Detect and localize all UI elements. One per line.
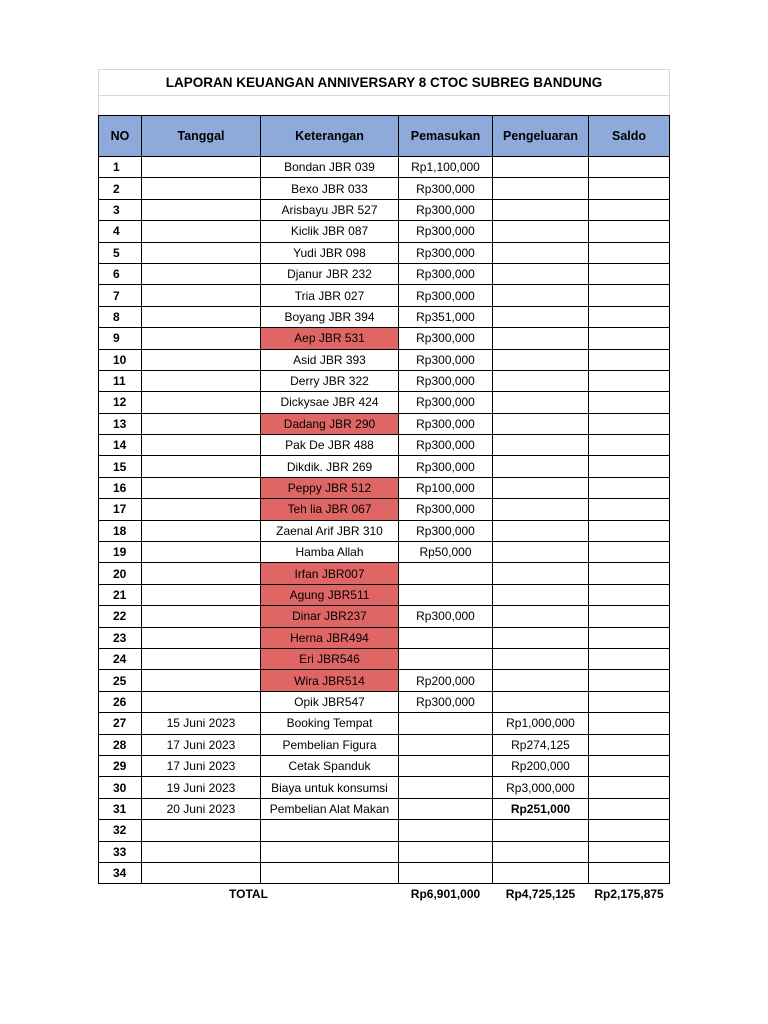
total-pemasukan: Rp6,901,000 [410,887,481,902]
row-no-cell: 7 [99,285,142,306]
row-tanggal-cell: 17 Juni 2023 [142,755,261,776]
row-saldo-cell [589,734,670,755]
table-row [99,734,670,755]
row-saldo-cell [589,841,670,862]
table-row [99,755,670,776]
row-saldo-cell [589,199,670,220]
table-row [99,499,670,520]
report-title: LAPORAN KEUANGAN ANNIVERSARY 8 CTOC SUBREG BANDUNG [99,70,670,96]
row-pengeluaran-cell [493,670,589,691]
row-pengeluaran-cell: Rp274,125 [493,734,589,755]
row-tanggal-cell: 19 Juni 2023 [142,777,261,798]
row-pengeluaran-cell [493,563,589,584]
row-pemasukan-cell [399,584,493,605]
row-saldo-cell [589,221,670,242]
row-pengeluaran-cell [493,392,589,413]
row-no-cell: 32 [99,820,142,841]
table-row [99,477,670,498]
table-row [99,263,670,284]
row-keterangan-cell: Asid JBR 393 [261,349,399,370]
row-keterangan-cell: Kiclik JBR 087 [261,221,399,242]
row-no-cell: 3 [99,199,142,220]
row-no-cell: 10 [99,349,142,370]
header-tanggal: Tanggal [142,116,261,157]
row-no-cell: 14 [99,435,142,456]
row-tanggal-cell [142,349,261,370]
row-pengeluaran-cell [493,199,589,220]
row-tanggal-cell [142,627,261,648]
table-row [99,691,670,712]
row-saldo-cell [589,563,670,584]
row-saldo-cell [589,820,670,841]
total-label: TOTAL [229,887,268,902]
table-row [99,328,670,349]
table-row [99,285,670,306]
row-tanggal-cell: 20 Juni 2023 [142,798,261,819]
row-keterangan-cell: Arisbayu JBR 527 [261,199,399,220]
row-tanggal-cell [142,392,261,413]
row-keterangan-cell: Aep JBR 531 [261,328,399,349]
row-keterangan-cell [261,841,399,862]
row-keterangan-cell: Yudi JBR 098 [261,242,399,263]
row-no-cell: 5 [99,242,142,263]
row-no-cell: 1 [99,157,142,178]
table-row [99,349,670,370]
row-keterangan-cell: Dickysae JBR 424 [261,392,399,413]
row-tanggal-cell [142,413,261,434]
row-no-cell: 28 [99,734,142,755]
table-row [99,542,670,563]
table-row [99,841,670,862]
table-row [99,221,670,242]
row-pengeluaran-cell [493,456,589,477]
table-row [99,798,670,819]
row-pengeluaran-cell [493,520,589,541]
row-pemasukan-cell: Rp300,000 [399,263,493,284]
row-tanggal-cell [142,691,261,712]
table-body [99,157,670,884]
row-saldo-cell [589,477,670,498]
table-row [99,820,670,841]
row-no-cell: 20 [99,563,142,584]
row-keterangan-cell: Zaenal Arif JBR 310 [261,520,399,541]
row-no-cell: 26 [99,691,142,712]
row-no-cell: 2 [99,178,142,199]
row-pemasukan-cell: Rp50,000 [399,542,493,563]
row-pengeluaran-cell [493,862,589,883]
header-no: NO [99,116,142,157]
table-row [99,606,670,627]
row-pengeluaran-cell [493,370,589,391]
row-tanggal-cell [142,499,261,520]
row-pengeluaran-cell [493,584,589,605]
row-no-cell: 12 [99,392,142,413]
row-keterangan-cell: Boyang JBR 394 [261,306,399,327]
row-pemasukan-cell: Rp300,000 [399,178,493,199]
header-keterangan: Keterangan [261,116,399,157]
row-saldo-cell [589,435,670,456]
row-tanggal-cell [142,563,261,584]
row-pengeluaran-cell: Rp1,000,000 [493,713,589,734]
row-tanggal-cell [142,157,261,178]
table-row [99,627,670,648]
row-tanggal-cell [142,370,261,391]
row-pengeluaran-cell [493,178,589,199]
row-keterangan-cell: Djanur JBR 232 [261,263,399,284]
row-saldo-cell [589,627,670,648]
row-keterangan-cell: Peppy JBR 512 [261,477,399,498]
header-row [99,116,670,157]
row-pengeluaran-cell [493,648,589,669]
row-saldo-cell [589,520,670,541]
row-saldo-cell [589,584,670,605]
row-pemasukan-cell [399,627,493,648]
row-pemasukan-cell: Rp300,000 [399,392,493,413]
row-tanggal-cell [142,542,261,563]
row-no-cell: 17 [99,499,142,520]
row-keterangan-cell: Pembelian Alat Makan [261,798,399,819]
row-keterangan-cell: Cetak Spanduk [261,755,399,776]
row-saldo-cell [589,606,670,627]
row-keterangan-cell: Tria JBR 027 [261,285,399,306]
row-pengeluaran-cell [493,263,589,284]
row-pengeluaran-cell [493,349,589,370]
row-saldo-cell [589,263,670,284]
row-no-cell: 27 [99,713,142,734]
row-tanggal-cell [142,606,261,627]
row-keterangan-cell [261,820,399,841]
row-pengeluaran-cell: Rp3,000,000 [493,777,589,798]
total-pengeluaran: Rp4,725,125 [505,887,576,902]
row-tanggal-cell [142,820,261,841]
total-saldo: Rp2,175,875 [594,887,664,902]
row-pemasukan-cell: Rp300,000 [399,242,493,263]
table-row [99,713,670,734]
table-row [99,520,670,541]
table-row [99,413,670,434]
row-keterangan-cell: Biaya untuk konsumsi [261,777,399,798]
row-pemasukan-cell: Rp300,000 [399,520,493,541]
row-saldo-cell [589,499,670,520]
row-pemasukan-cell: Rp1,100,000 [399,157,493,178]
row-no-cell: 19 [99,542,142,563]
row-pengeluaran-cell [493,606,589,627]
row-no-cell: 33 [99,841,142,862]
row-pemasukan-cell [399,820,493,841]
header-pengeluaran: Pengeluaran [493,116,589,157]
total-row [99,884,670,905]
row-no-cell: 4 [99,221,142,242]
row-pengeluaran-cell: Rp200,000 [493,755,589,776]
row-saldo-cell [589,413,670,434]
row-keterangan-cell: Bondan JBR 039 [261,157,399,178]
table-row [99,306,670,327]
row-tanggal-cell [142,263,261,284]
row-pengeluaran-cell: Rp251,000 [493,798,589,819]
row-no-cell: 24 [99,648,142,669]
row-keterangan-cell: Eri JBR546 [261,648,399,669]
row-pemasukan-cell: Rp300,000 [399,691,493,712]
row-tanggal-cell [142,648,261,669]
row-tanggal-cell [142,178,261,199]
header-saldo: Saldo [589,116,670,157]
row-saldo-cell [589,798,670,819]
row-tanggal-cell: 15 Juni 2023 [142,713,261,734]
row-saldo-cell [589,178,670,199]
table-row [99,584,670,605]
header-pemasukan: Pemasukan [399,116,493,157]
row-saldo-cell [589,755,670,776]
row-pemasukan-cell: Rp300,000 [399,499,493,520]
row-pemasukan-cell: Rp300,000 [399,435,493,456]
row-tanggal-cell [142,435,261,456]
row-saldo-cell [589,370,670,391]
row-no-cell: 6 [99,263,142,284]
row-pemasukan-cell: Rp300,000 [399,285,493,306]
row-saldo-cell [589,777,670,798]
row-pengeluaran-cell [493,841,589,862]
row-pemasukan-cell [399,755,493,776]
row-keterangan-cell: Hamba Allah [261,542,399,563]
row-no-cell: 31 [99,798,142,819]
table-row [99,862,670,883]
row-saldo-cell [589,392,670,413]
row-tanggal-cell [142,221,261,242]
row-tanggal-cell [142,841,261,862]
row-pemasukan-cell: Rp300,000 [399,349,493,370]
row-pengeluaran-cell [493,285,589,306]
row-pemasukan-cell [399,713,493,734]
row-tanggal-cell [142,242,261,263]
row-no-cell: 23 [99,627,142,648]
row-pengeluaran-cell [493,542,589,563]
row-pemasukan-cell: Rp300,000 [399,606,493,627]
row-pengeluaran-cell [493,477,589,498]
row-tanggal-cell [142,862,261,883]
row-saldo-cell [589,157,670,178]
row-saldo-cell [589,542,670,563]
row-pemasukan-cell [399,734,493,755]
row-pemasukan-cell: Rp300,000 [399,370,493,391]
row-saldo-cell [589,670,670,691]
blank-spacer-row [99,96,670,116]
row-keterangan-cell: Irfan JBR007 [261,563,399,584]
row-pengeluaran-cell [493,691,589,712]
row-saldo-cell [589,285,670,306]
table-row [99,456,670,477]
row-keterangan-cell: Teh lia JBR 067 [261,499,399,520]
row-no-cell: 34 [99,862,142,883]
row-tanggal-cell [142,520,261,541]
row-pemasukan-cell: Rp300,000 [399,456,493,477]
row-tanggal-cell [142,456,261,477]
table-row [99,563,670,584]
row-pemasukan-cell: Rp351,000 [399,306,493,327]
row-pengeluaran-cell [493,499,589,520]
row-saldo-cell [589,328,670,349]
row-pengeluaran-cell [493,820,589,841]
row-no-cell: 16 [99,477,142,498]
row-pemasukan-cell: Rp300,000 [399,328,493,349]
row-no-cell: 29 [99,755,142,776]
row-tanggal-cell [142,328,261,349]
row-pengeluaran-cell [493,435,589,456]
table-row [99,370,670,391]
row-saldo-cell [589,456,670,477]
row-keterangan-cell: Dadang JBR 290 [261,413,399,434]
row-no-cell: 8 [99,306,142,327]
row-no-cell: 11 [99,370,142,391]
row-pemasukan-cell [399,798,493,819]
row-saldo-cell [589,713,670,734]
row-saldo-cell [589,862,670,883]
table-row [99,392,670,413]
row-saldo-cell [589,306,670,327]
table-row [99,670,670,691]
row-no-cell: 30 [99,777,142,798]
row-keterangan-cell: Dikdik. JBR 269 [261,456,399,477]
row-keterangan-cell: Pembelian Figura [261,734,399,755]
row-no-cell: 9 [99,328,142,349]
row-pemasukan-cell [399,862,493,883]
row-pengeluaran-cell [493,627,589,648]
row-pengeluaran-cell [493,306,589,327]
row-keterangan-cell: Agung JBR511 [261,584,399,605]
row-pemasukan-cell: Rp300,000 [399,413,493,434]
table-row [99,157,670,178]
row-saldo-cell [589,691,670,712]
row-no-cell: 13 [99,413,142,434]
row-keterangan-cell [261,862,399,883]
row-tanggal-cell [142,477,261,498]
row-pemasukan-cell: Rp200,000 [399,670,493,691]
row-tanggal-cell: 17 Juni 2023 [142,734,261,755]
row-no-cell: 21 [99,584,142,605]
row-keterangan-cell: Bexo JBR 033 [261,178,399,199]
table-row [99,178,670,199]
row-keterangan-cell: Booking Tempat [261,713,399,734]
row-pengeluaran-cell [493,157,589,178]
row-tanggal-cell [142,306,261,327]
row-tanggal-cell [142,670,261,691]
row-pemasukan-cell [399,648,493,669]
row-pemasukan-cell [399,777,493,798]
row-saldo-cell [589,648,670,669]
row-pemasukan-cell [399,841,493,862]
row-keterangan-cell: Herna JBR494 [261,627,399,648]
table-row [99,777,670,798]
row-pemasukan-cell: Rp300,000 [399,221,493,242]
row-no-cell: 22 [99,606,142,627]
row-pemasukan-cell: Rp300,000 [399,199,493,220]
row-pengeluaran-cell [493,413,589,434]
table-row [99,242,670,263]
row-keterangan-cell: Pak De JBR 488 [261,435,399,456]
row-keterangan-cell: Opik JBR547 [261,691,399,712]
row-tanggal-cell [142,285,261,306]
row-tanggal-cell [142,199,261,220]
row-pengeluaran-cell [493,242,589,263]
table-row [99,199,670,220]
row-saldo-cell [589,349,670,370]
row-pemasukan-cell: Rp100,000 [399,477,493,498]
row-keterangan-cell: Wira JBR514 [261,670,399,691]
row-no-cell: 18 [99,520,142,541]
table-row [99,648,670,669]
row-pengeluaran-cell [493,221,589,242]
row-pengeluaran-cell [493,328,589,349]
row-saldo-cell [589,242,670,263]
row-no-cell: 15 [99,456,142,477]
financial-report-table [98,69,670,905]
row-tanggal-cell [142,584,261,605]
row-pemasukan-cell [399,563,493,584]
table-row [99,435,670,456]
row-keterangan-cell: Derry JBR 322 [261,370,399,391]
row-keterangan-cell: Dinar JBR237 [261,606,399,627]
row-no-cell: 25 [99,670,142,691]
